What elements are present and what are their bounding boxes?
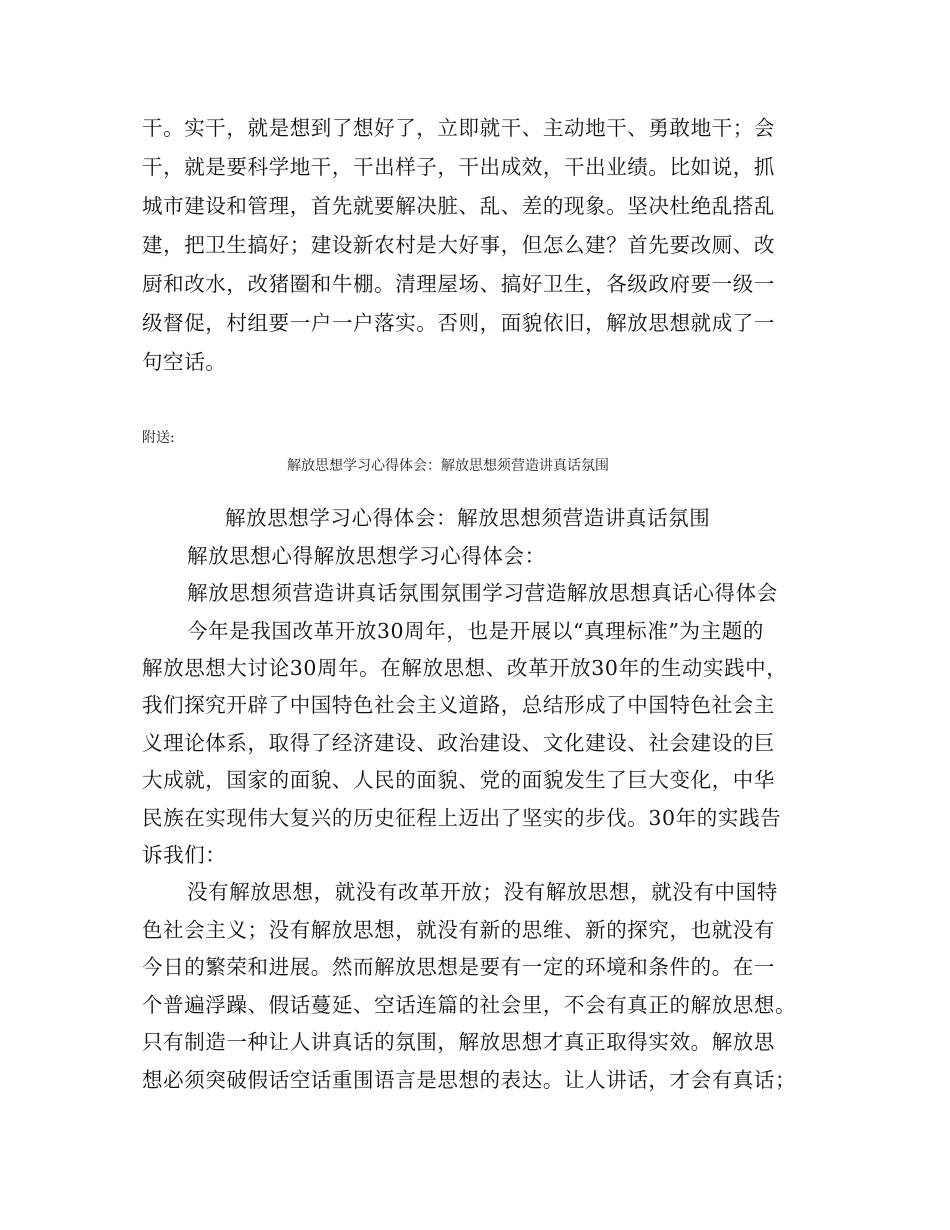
text-line: 厨和改水，改猪圈和牛棚。清理屋场、搞好卫生，各级政府要一级一 (142, 272, 775, 296)
document-heading: 解放思想学习心得体会：解放思想须营造讲真话氛围 (225, 506, 711, 530)
text-line: 干，就是要科学地干，干出样子，干出成效，干出业绩。比如说，抓 (142, 155, 775, 179)
text-line: 想必须突破假话空话重围语言是思想的表达。让人讲话，才会有真话； (142, 1068, 797, 1092)
small-title: 解放思想学习心得体会：解放思想须营造讲真话氛围 (287, 458, 609, 474)
text-line: 义理论体系，取得了经济建设、政治建设、文化建设、社会建设的巨 (142, 731, 775, 755)
appendix-label: 附送: (142, 430, 175, 446)
text-line: 今日的繁荣和进展。然而解放思想是要有一定的环境和条件的。在一 (142, 955, 775, 979)
text-line: 色社会主义；没有解放思想，就没有新的思维、新的探究，也就没有 (142, 918, 775, 942)
text-line: 解放思想大讨论30周年。在解放思想、改革开放30年的生动实践中， (142, 656, 788, 680)
text-line: 诉我们： (142, 843, 227, 867)
keywords-line-2: 解放思想须营造讲真话氛围氛围学习营造解放思想真话心得体会 (187, 581, 778, 605)
text-line: 句空话。 (142, 350, 227, 374)
text-line: 今年是我国改革开放30周年，也是开展以“真理标准”为主题的 (187, 619, 764, 643)
text-line: 干。实干，就是想到了想好了，立即就干、主动地干、勇敢地干；会 (142, 116, 775, 140)
keywords-line-1: 解放思想心得解放思想学习心得体会： (187, 544, 546, 568)
text-line: 没有解放思想，就没有改革开放；没有解放思想，就没有中国特 (187, 880, 778, 904)
text-line: 建，把卫生搞好；建设新农村是大好事，但怎么建？首先要改厕、改 (142, 233, 775, 257)
text-line: 我们探究开辟了中国特色社会主义道路，总结形成了中国特色社会主 (142, 693, 775, 717)
text-line: 城市建设和管理，首先就要解决脏、乱、差的现象。坚决杜绝乱搭乱 (142, 194, 775, 218)
text-line: 民族在实现伟大复兴的历史征程上迈出了坚实的步伐。30年的实践告 (142, 806, 782, 830)
text-line: 大成就，国家的面貌、人民的面貌、党的面貌发生了巨大变化，中华 (142, 768, 775, 792)
text-line: 级督促，村组要一户一户落实。否则，面貌依旧，解放思想就成了一 (142, 311, 775, 335)
text-line: 只有制造一种让人讲真话的氛围，解放思想才真正取得实效。解放思 (142, 1030, 775, 1054)
text-line: 个普遍浮躁、假话蔓延、空话连篇的社会里，不会有真正的解放思想。 (142, 993, 797, 1017)
